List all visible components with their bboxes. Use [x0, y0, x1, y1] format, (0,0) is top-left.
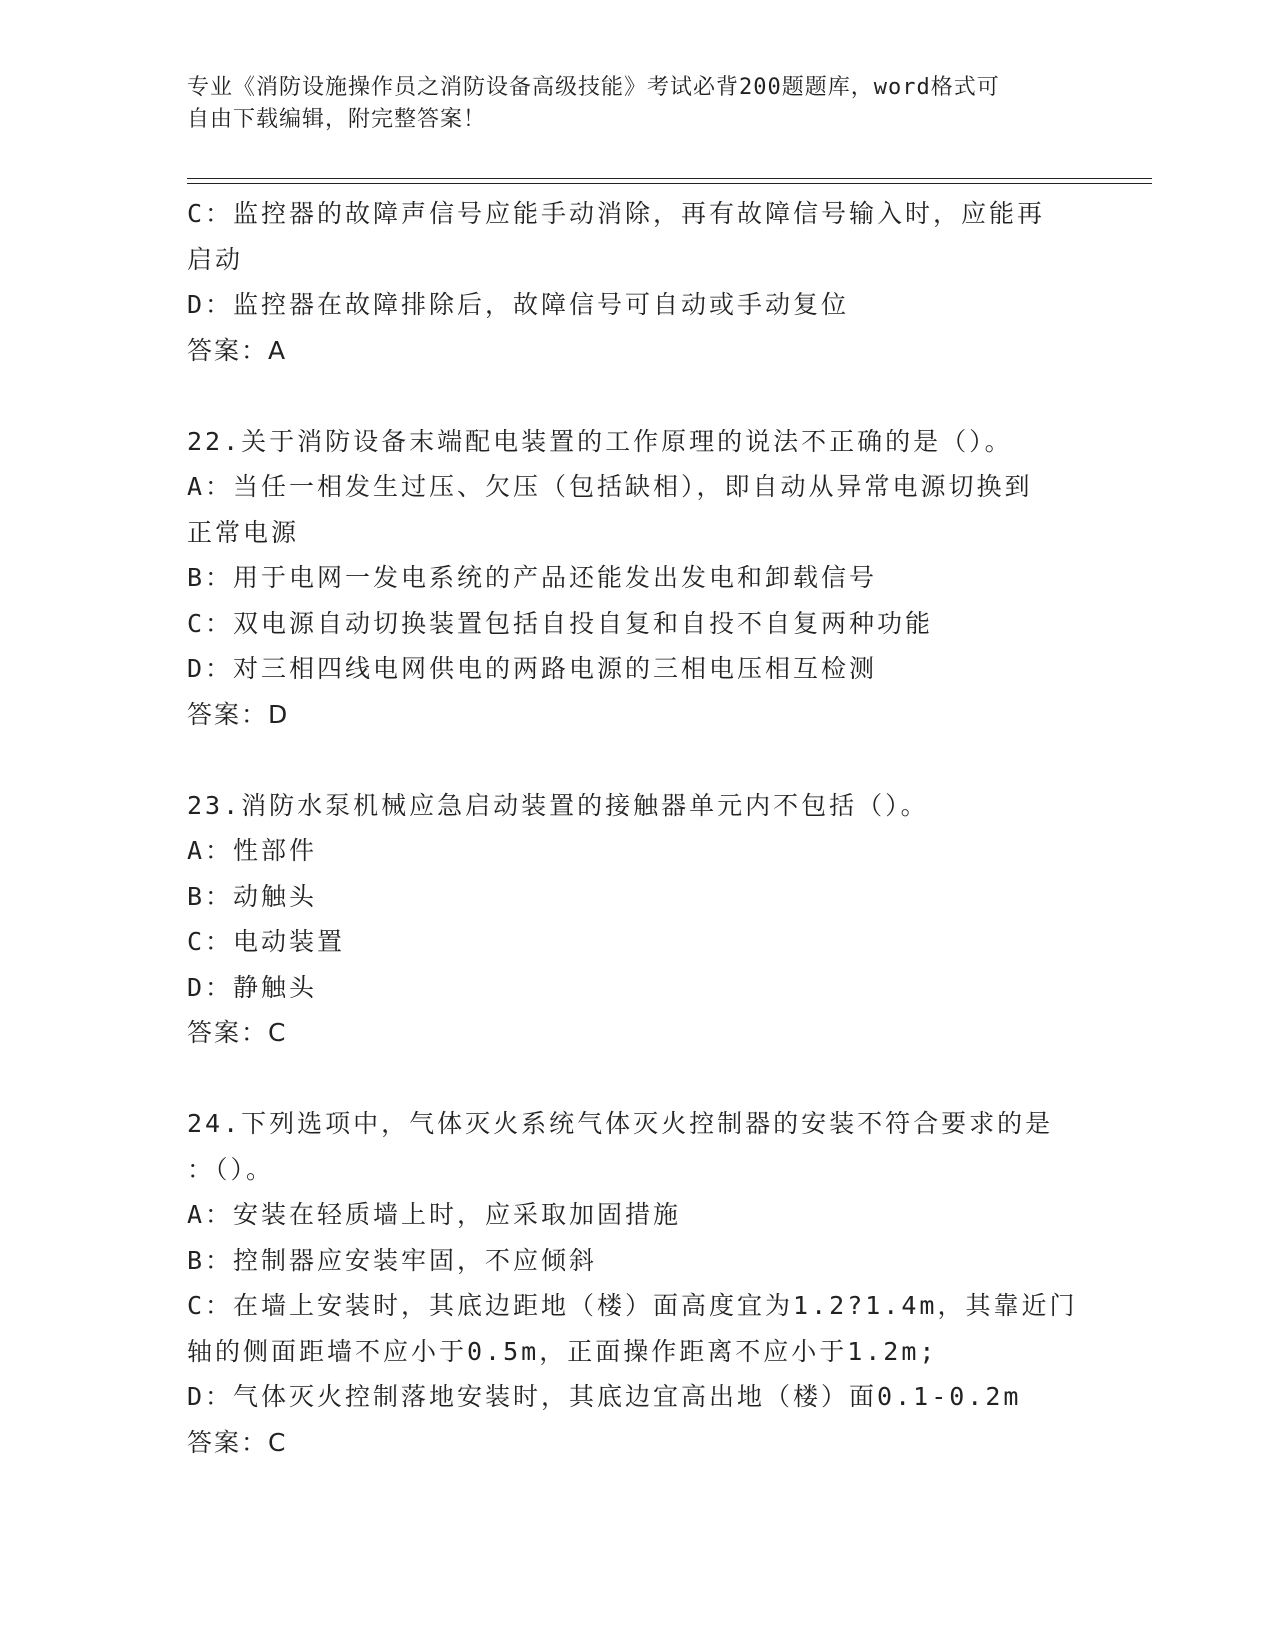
option-line: D：对三相四线电网供电的两路电源的三相电压相互检测 — [187, 654, 878, 683]
header-line-1: 专业《消防设施操作员之消防设备高级技能》考试必背200题题库，word格式可 — [187, 75, 1000, 100]
question-content — [187, 191, 1087, 1465]
option-d: D：监控器在故障排除后，故障信号可自动或手动复位 — [187, 290, 850, 319]
spacer — [187, 737, 1087, 783]
option-c-line-1: C：监控器的故障声信号应能手动消除，再有故障信号输入时，应能再 — [187, 199, 1046, 228]
header-divider-top — [187, 178, 1152, 179]
question-stem: 24.下列选项中，气体灭火系统气体灭火控制器的安装不符合要求的是 — [187, 1109, 1054, 1138]
question-22 — [187, 419, 1087, 738]
question-23 — [187, 783, 1087, 1056]
option-line: A：安装在轻质墙上时，应采取加固措施 — [187, 1200, 682, 1229]
option-line: A：当任一相发生过压、欠压（包括缺相），即自动从异常电源切换到 — [187, 472, 1033, 501]
option-line: C：双电源自动切换装置包括自投自复和自投不自复两种功能 — [187, 608, 934, 638]
option-line: B：动触头 — [187, 881, 318, 911]
option-line: 轴的侧面距墙不应小于0.5m，正面操作距离不应小于1.2m; — [187, 1336, 938, 1366]
continued-question — [187, 191, 1087, 373]
header-line-2: 自由下载编辑，附完整答案！ — [187, 107, 487, 132]
question-stem: 22.关于消防设备末端配电装置的工作原理的说法不正确的是（）。 — [187, 426, 1013, 456]
question-stem: ：（）。 — [187, 1154, 275, 1184]
option-line: A：性部件 — [187, 836, 318, 865]
option-line: B：用于电网一发电系统的产品还能发出发电和卸载信号 — [187, 563, 878, 592]
spacer — [187, 1056, 1087, 1102]
option-line: D：静触头 — [187, 972, 318, 1002]
spacer — [187, 373, 1087, 419]
option-line: 正常电源 — [187, 517, 300, 547]
option-line: C：电动装置 — [187, 927, 346, 956]
question-24 — [187, 1101, 1087, 1465]
answer: 答案：D — [187, 699, 290, 729]
option-line: B：控制器应安装牢固，不应倾斜 — [187, 1245, 598, 1275]
answer: 答案：C — [187, 1018, 288, 1047]
answer: 答案：A — [187, 335, 288, 365]
option-c-line-2: 启动 — [187, 244, 244, 274]
document-header — [187, 72, 1067, 136]
option-line: C：在墙上安装时，其底边距地（楼）面高度宜为1.2?1.4m，其靠近门 — [187, 1291, 1078, 1320]
answer: 答案：C — [187, 1427, 288, 1457]
header-divider-bottom — [187, 183, 1152, 184]
option-line: D：气体灭火控制落地安装时，其底边宜高出地（楼）面0.1-0.2m — [187, 1382, 1022, 1411]
question-stem: 23.消防水泵机械应急启动装置的接触器单元内不包括（）。 — [187, 790, 929, 820]
